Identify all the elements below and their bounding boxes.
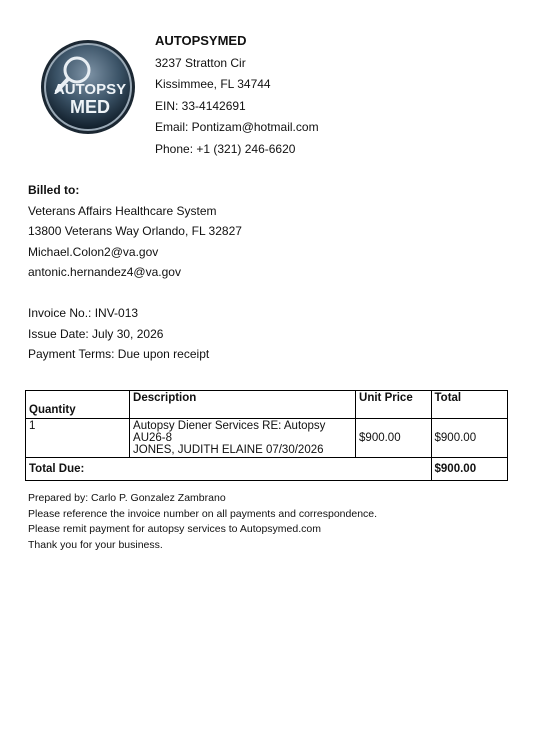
company-address-line2: Kissimmee, FL 34744	[155, 77, 271, 91]
company-phone: Phone: +1 (321) 246-6620	[155, 141, 296, 156]
table-row	[26, 419, 508, 458]
company-name: AUTOPSYMED	[155, 33, 247, 48]
invoice-meta	[28, 303, 209, 365]
note-line-3: Thank you for your business.	[28, 538, 163, 551]
payment-terms: Payment Terms: Due upon receipt	[28, 347, 210, 361]
header-description: Description	[130, 391, 356, 419]
company-address-line1: 3237 Stratton Cir	[155, 55, 246, 70]
note-line-2: Please remit payment for autopsy services to Autopsymed.com	[28, 523, 321, 536]
company-info	[155, 30, 319, 160]
billed-to-address: 13800 Veterans Way Orlando, FL 32827	[28, 224, 242, 238]
table-header-row	[26, 391, 508, 419]
prepared-by: Prepared by: Carlo P. Gonzalez Zambrano	[28, 492, 226, 504]
company-ein: EIN: 33-4142691	[155, 98, 246, 113]
total-due-value: $900.00	[431, 458, 507, 481]
total-row	[26, 458, 508, 481]
row-quantity: 1	[26, 419, 130, 458]
billed-to-email-2: antonic.hernandez4@va.gov	[28, 265, 181, 279]
billed-to-email-1: Michael.Colon2@va.gov	[28, 244, 159, 259]
line-items-table	[25, 390, 508, 481]
logo-text-line1: AUTOPSY	[53, 81, 127, 98]
issue-date: Issue Date: July 30, 2026	[28, 326, 164, 341]
billed-to-section	[28, 180, 242, 283]
note-line-1: Please reference the invoice number on all payments and correspondence.	[28, 507, 378, 520]
row-unit-price: $900.00	[356, 419, 431, 458]
company-logo	[40, 38, 136, 136]
footer-notes	[28, 491, 377, 553]
row-description	[130, 419, 356, 458]
company-email: Email: Pontizam@hotmail.com	[155, 120, 319, 134]
header-quantity: Quantity	[26, 391, 130, 419]
header-unit-price: Unit Price	[356, 391, 431, 419]
logo-text-line2: MED	[70, 97, 110, 117]
billed-to-name: Veterans Affairs Healthcare System	[28, 203, 217, 218]
total-due-label: Total Due:	[26, 458, 432, 481]
row-total: $900.00	[431, 419, 507, 458]
row-description-line1: Autopsy Diener Services RE: Autopsy AU26-8	[133, 420, 326, 444]
row-description-line2: JONES, JUDITH ELAINE 07/30/2026	[133, 444, 324, 456]
billed-to-label: Billed to:	[28, 183, 80, 197]
invoice-number: Invoice No.: INV-013	[28, 306, 139, 320]
header-total: Total	[431, 391, 507, 419]
